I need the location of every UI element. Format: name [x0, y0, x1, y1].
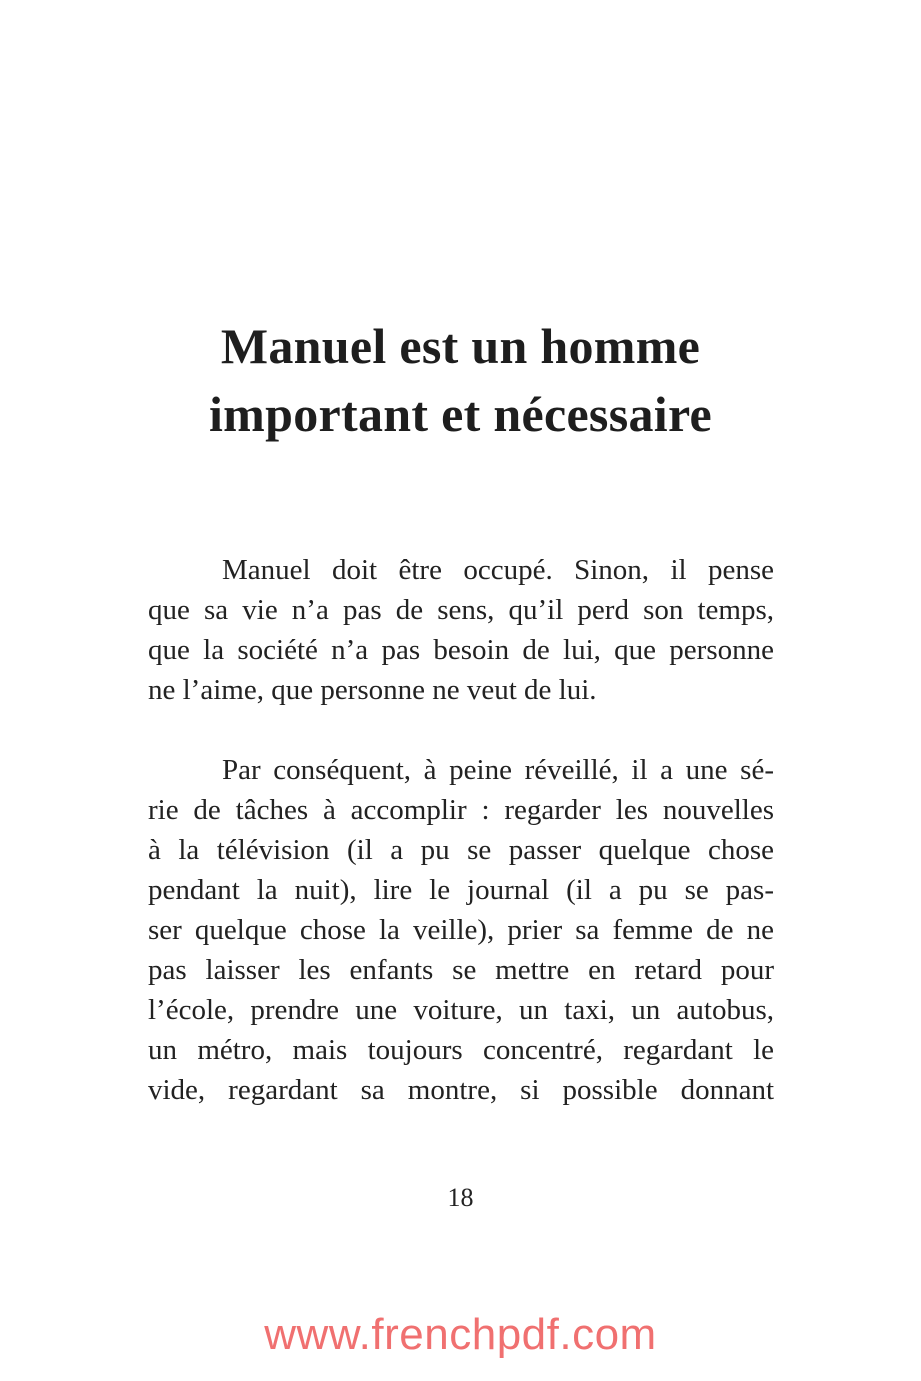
text-line: que sa vie n’a pas de sens, qu’il perd son temps,	[148, 594, 774, 626]
body-text	[148, 550, 774, 1110]
text-line: rie de tâches à accomplir : regarder les nouvelles	[148, 794, 774, 826]
paragraph-2	[148, 750, 774, 1110]
chapter-title	[100, 312, 821, 448]
text-line: pendant la nuit), lire le journal (il a pu se pas-	[148, 874, 774, 906]
text-line: un métro, mais toujours concentré, regardant le	[148, 1034, 774, 1066]
page-number: 18	[447, 1183, 474, 1212]
text-line: vide, regardant sa montre, si possible donnant	[148, 1074, 774, 1106]
chapter-title-line: Manuel est un homme	[220, 318, 701, 374]
chapter-title-line: important et nécessaire	[208, 386, 713, 442]
text-line: pas laisser les enfants se mettre en retard pour	[148, 954, 774, 986]
text-line: ne l’aime, que personne ne veut de lui.	[148, 674, 597, 706]
text-line: l’école, prendre une voiture, un taxi, un autobus,	[148, 994, 774, 1026]
paragraph-1	[148, 550, 774, 710]
text-line: ser quelque chose la veille), prier sa femme de ne	[148, 914, 774, 946]
text-line: que la société n’a pas besoin de lui, que personne	[148, 634, 774, 666]
text-line: Par conséquent, à peine réveillé, il a une sé-	[222, 754, 774, 786]
text-line: Manuel doit être occupé. Sinon, il pense	[222, 554, 774, 586]
text-line: à la télévision (il a pu se passer quelque chose	[148, 834, 774, 866]
paragraph-spacer	[148, 710, 774, 750]
watermark-url: www.frenchpdf.com	[264, 1310, 657, 1359]
